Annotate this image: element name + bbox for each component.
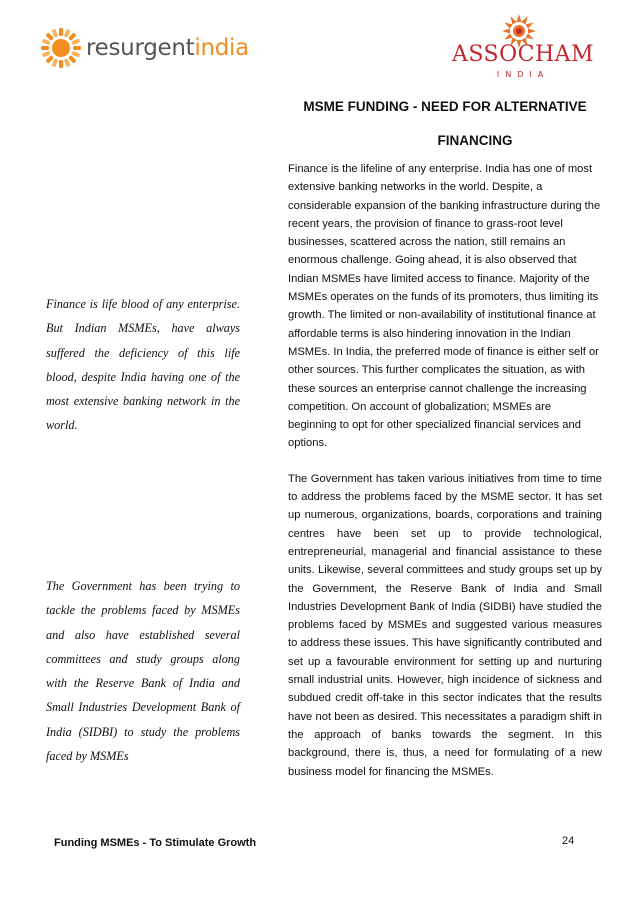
footer-title: Funding MSMEs - To Stimulate Growth — [54, 837, 257, 849]
title-line-1: MSME FUNDING - NEED FOR ALTERNATIVE — [303, 99, 587, 114]
page-title — [286, 90, 604, 158]
assocham-wordmark: ASSOCHAM — [451, 42, 595, 67]
main-body — [288, 160, 602, 781]
body-paragraph-1: Finance is the lifeline of any enterprise. India has one of most extensive banking networks in the world. Despite, a considerable expansion of the banking infrastructure during the recent years, the provision of finance to grass-root level businesses, scattered across the nation, still remains an enormous challenge. Going ahead, it is also observed that Indian MSMEs have limited access to finance. Majority of the MSMEs operates on the funds of its promoters, thus limiting its growth. The limited or non-availability of institutional finance at affordable terms is also hindering innovation in the Indian MSMEs. In India, the preferred mode of finance is either self or other sources. This further complicates the situation, as with these sources an enterprise cannot challenge the increasing competition. On account of globalization; MSMEs are beginning to opt for other specialized financial services and options. — [288, 163, 601, 450]
assocham-subtitle: INDIA — [496, 70, 550, 79]
page-number: 24 — [562, 835, 575, 847]
body-paragraph-2: The Government has taken various initiatives from time to time to address the problems faced by the MSME sector. It has set up numerous, organizations, boards, corporations and training centres have been set up to provide technological, entrepreneurial, managerial and financial assistance to these units. Likewise, several committees and study groups set up by the Government, the Reserve Bank of India and Small Industries Development Bank of India (SIDBI) have studied the problems faced by MSMEs and suggested various measures to address these issues. This have significantly contributed and set up a favourable environment for setting up and nurturing small industrial units. However, high incidence of sickness and subdued credit off-take in this sector indicates that the results have not been as desired. This necessitates a paradigm shift in the approach of banks towards the segment. In this background, there is, thus, a need for formulating of a new business model for financing the MSMEs. — [288, 472, 602, 778]
sun-icon — [40, 27, 82, 69]
pull-quote-1: Finance is life blood of any enterprise. But Indian MSMEs, have always suffered the deficiency of this life blood, despite India having one of the most extensive banking network in the world. — [46, 297, 240, 433]
title-line-2: FINANCING — [437, 133, 513, 148]
assocham-logo — [448, 12, 598, 82]
resurgent-india-logo — [40, 26, 249, 70]
pull-quote-2: The Government has been trying to tackle the problems faced by MSMEs and also have established several committees and study groups along with the Reserve Bank of India and Small Industries Development Bank of India (SIDBI) to study the problems faced by MSMEs — [46, 579, 240, 764]
resurgent-india-wordmark: resurgentindia — [86, 35, 249, 61]
